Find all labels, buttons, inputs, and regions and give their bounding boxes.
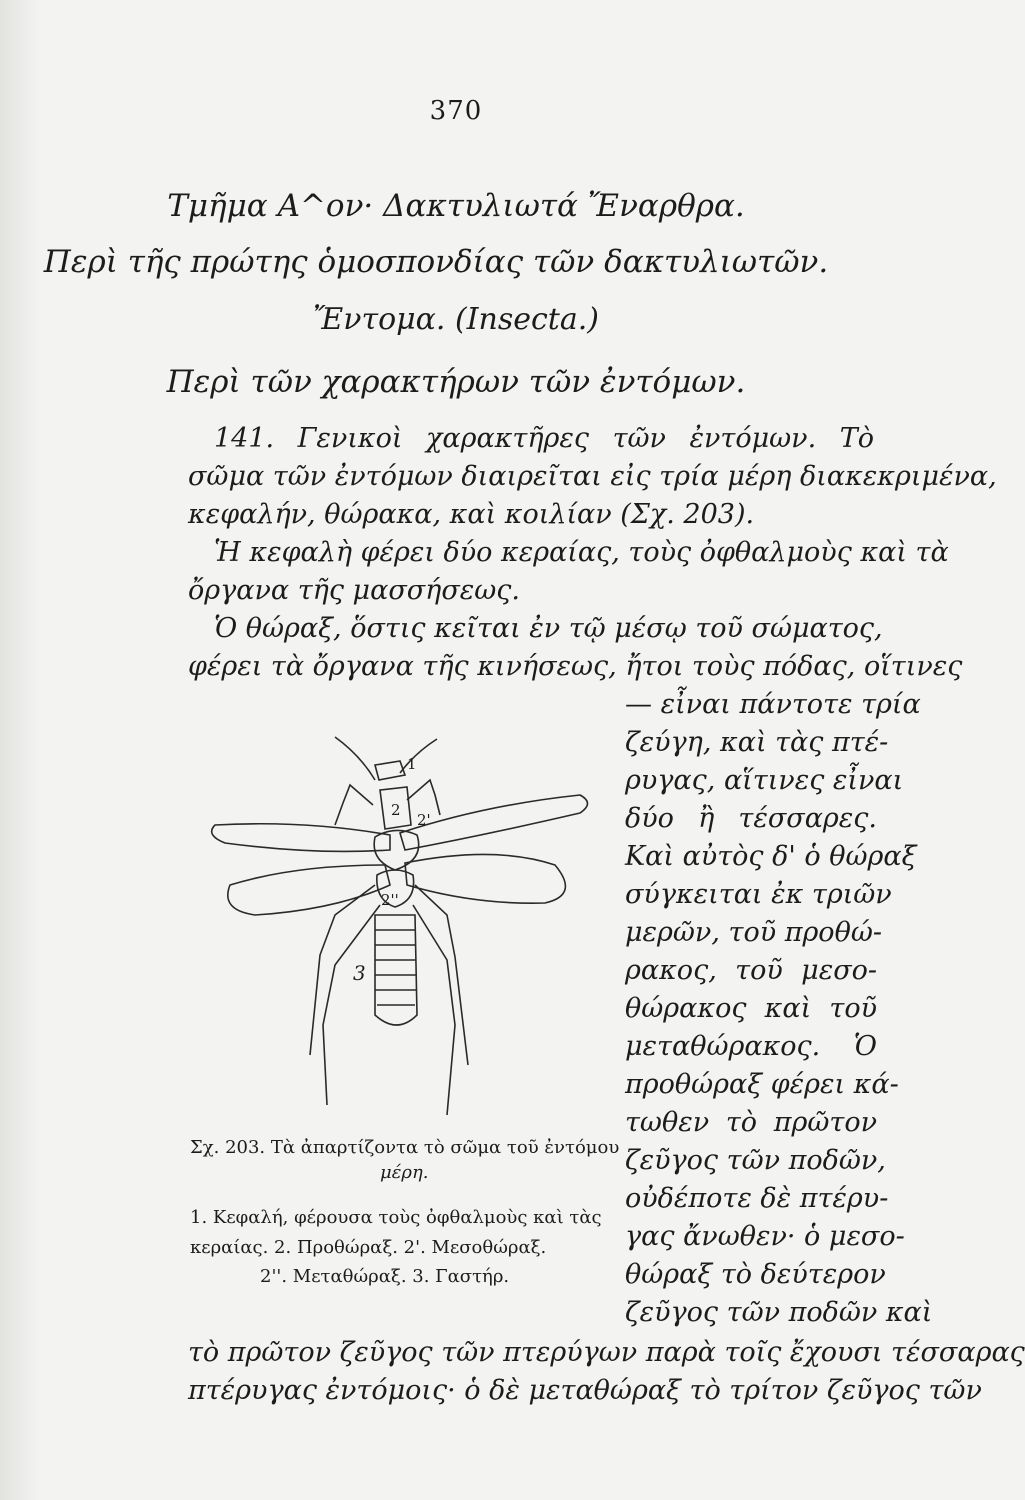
paragraph-line: 141. Γενικοὶ χαρακτῆρες τῶν ἐντόμων. Τὸ bbox=[214, 423, 874, 454]
abdomen-shape bbox=[375, 915, 417, 1025]
figure-caption-title: Σχ. 203. Τὰ ἀπαρτίζοντα τὸ σῶμα τοῦ ἐντόμου bbox=[190, 1137, 620, 1158]
side-text-line: μερῶν, τοῦ προθώ- bbox=[625, 917, 882, 948]
page-gutter-shadow bbox=[0, 0, 40, 1500]
figure-legend-line: 1. Κεφαλή, φέρουσα τοὺς ὀφθαλμοὺς καὶ τὰς bbox=[190, 1207, 602, 1228]
paragraph-line: φέρει τὰ ὄργανα τῆς κινήσεως, ἤτοι τοὺς πόδας, οἵτινες bbox=[188, 651, 963, 682]
bottom-text-line: τὸ πρῶτον ζεῦγος τῶν πτερύγων παρὰ τοῖς ἔχουσι τέσσαρας bbox=[188, 1337, 1025, 1368]
subsection-heading: Περὶ τῆς πρώτης ὁμοσπονδίας τῶν δακτυλιωτῶν. bbox=[43, 244, 829, 280]
side-text-line: Καὶ αὐτὸς δ' ὁ θώραξ bbox=[625, 841, 917, 872]
wing-hind-left bbox=[228, 865, 390, 915]
side-text-line: ρακος, τοῦ μεσο- bbox=[625, 955, 877, 986]
antenna-left bbox=[335, 737, 375, 780]
figure-caption-title: μέρη. bbox=[380, 1162, 429, 1183]
wing-front-left bbox=[212, 824, 390, 852]
wing-hind-right bbox=[405, 854, 565, 903]
label-metathorax: 2'' bbox=[381, 891, 399, 909]
chapter-heading: Περὶ τῶν χαρακτήρων τῶν ἐντόμων. bbox=[166, 364, 746, 400]
insect-diagram bbox=[185, 725, 605, 1130]
label-abdomen: 3 bbox=[353, 961, 366, 985]
paragraph-line: ὄργανα τῆς μασσήσεως. bbox=[188, 575, 521, 606]
hind-leg-right bbox=[413, 905, 455, 1115]
side-text-line: σύγκειται ἐκ τριῶν bbox=[625, 879, 892, 910]
middle-leg-right bbox=[415, 885, 468, 1065]
bottom-text-line: πτέρυγας ἐντόμοις· ὁ δὲ μεταθώραξ τὸ τρίτον ζεῦγος τῶν bbox=[188, 1375, 982, 1406]
section-heading: Τμῆμα Α^ον· Δακτυλιωτά Ἔναρθρα. bbox=[167, 188, 745, 224]
side-text-line: ρυγας, αἵτινες εἶναι bbox=[625, 765, 904, 796]
side-text-line: μεταθώρακος. Ὁ bbox=[625, 1031, 877, 1062]
label-head: 1 bbox=[407, 755, 417, 773]
paragraph-line: Ὁ θώραξ, ὅστις κεῖται ἐν τῷ μέσῳ τοῦ σώματος, bbox=[214, 613, 883, 644]
side-text-line: θώραξ τὸ δεύτερον bbox=[625, 1259, 886, 1290]
front-leg-left bbox=[335, 785, 373, 825]
paragraph-line: κεφαλήν, θώρακα, καὶ κοιλίαν (Σχ. 203). bbox=[188, 499, 755, 530]
page-number: 370 bbox=[429, 96, 483, 126]
side-text-line: ζεύγη, καὶ τὰς πτέ- bbox=[625, 727, 889, 758]
group-heading: Ἔντομα. (Insecta.) bbox=[313, 302, 599, 337]
figure-legend-line: κεραίας. 2. Προθώραξ. 2'. Μεσοθώραξ. bbox=[190, 1237, 547, 1258]
paragraph-line: σῶμα τῶν ἐντόμων διαιρεῖται εἰς τρία μέρη διακεκριμένα, bbox=[188, 461, 997, 492]
antenna-right bbox=[400, 739, 437, 773]
side-text-line: ζεῦγος τῶν ποδῶν καὶ bbox=[625, 1297, 933, 1328]
figure-legend-line: 2''. Μεταθώραξ. 3. Γαστήρ. bbox=[260, 1266, 510, 1287]
label-mesothorax: 2' bbox=[417, 811, 431, 829]
side-text-line: γας ἄνωθεν· ὁ μεσο- bbox=[625, 1221, 905, 1252]
side-text-line: οὐδέποτε δὲ πτέρυ- bbox=[625, 1183, 889, 1214]
side-text-line: δύο ἢ τέσσαρες. bbox=[625, 803, 877, 834]
side-text-line: προθώραξ φέρει κά- bbox=[625, 1069, 899, 1100]
label-prothorax: 2 bbox=[391, 801, 401, 819]
side-text-line: τωθεν τὸ πρῶτον bbox=[625, 1107, 877, 1138]
hind-leg-left bbox=[323, 905, 380, 1105]
side-text-line: ζεῦγος τῶν ποδῶν, bbox=[625, 1145, 886, 1176]
side-text-line: — εἶναι πάντοτε τρία bbox=[625, 689, 921, 720]
side-text-line: θώρακος καὶ τοῦ bbox=[625, 993, 877, 1024]
paragraph-line: Ἡ κεφαλὴ φέρει δύο κεραίας, τοὺς ὀφθαλμοὺς καὶ τὰ bbox=[214, 537, 949, 568]
head-shape bbox=[375, 761, 405, 780]
insect-figure bbox=[185, 725, 605, 1130]
front-leg-right bbox=[407, 780, 440, 815]
